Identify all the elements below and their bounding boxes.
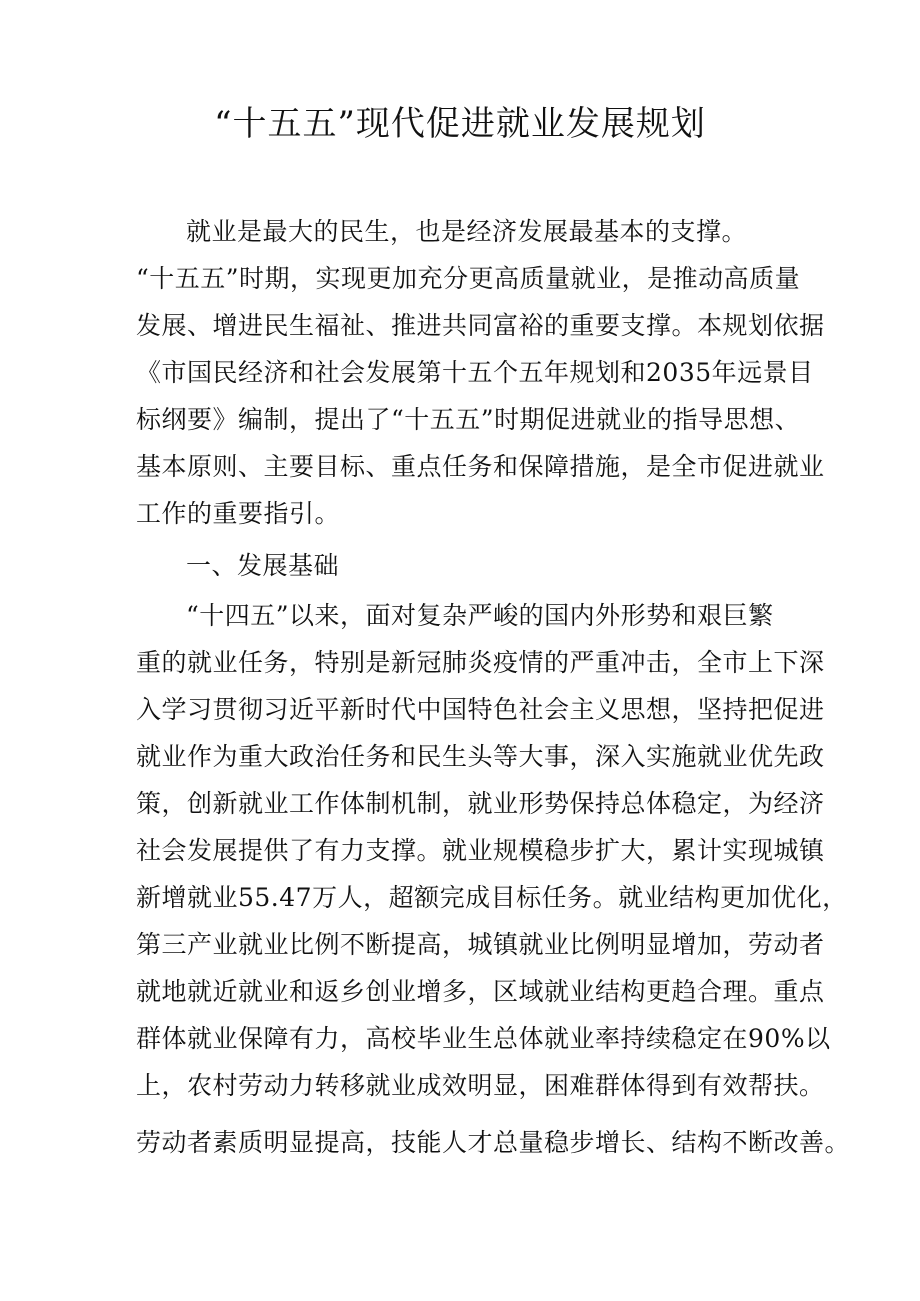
paragraph-line: 社会发展提供了有力支撑。就业规模稳步扩大，累计实现城镇	[136, 836, 825, 865]
paragraph-line: “十五五”时期，实现更加充分更高质量就业，是推动高质量	[136, 264, 801, 293]
paragraph-line: 劳动者素质明显提高，技能人才总量稳步增长、结构不断改善。	[136, 1128, 851, 1157]
paragraph-line: 就业作为重大政治任务和民生头等大事，深入实施就业优先政	[136, 742, 825, 771]
paragraph-line: 新增就业55.47万人，超额完成目标任务。就业结构更加优化，	[136, 883, 848, 912]
paragraph-line: 就地就近就业和返乡创业增多，区域就业结构更趋合理。重点	[136, 977, 825, 1006]
paragraph-line: 发展、增进民生福祉、推进共同富裕的重要支撑。本规划依据	[136, 311, 825, 340]
document-title: “十五五”现代促进就业发展规划	[214, 104, 706, 144]
paragraph-line: “十四五”以来，面对复杂严峻的国内外形势和艰巨繁	[186, 601, 774, 630]
section-heading: 一、发展基础	[186, 551, 340, 580]
paragraph-line: 入学习贯彻习近平新时代中国特色社会主义思想，坚持把促进	[136, 695, 825, 724]
paragraph-line: 重的就业任务，特别是新冠肺炎疫情的严重冲击，全市上下深	[136, 648, 825, 677]
paragraph-line: 标纲要》编制，提出了“十五五”时期促进就业的指导思想、	[136, 405, 801, 434]
paragraph-line: 策，创新就业工作体制机制，就业形势保持总体稳定，为经济	[136, 789, 825, 818]
paragraph-line: 《市国民经济和社会发展第十五个五年规划和2035年远景目	[136, 358, 814, 387]
paragraph-line: 工作的重要指引。	[136, 499, 341, 528]
paragraph-line: 群体就业保障有力，高校毕业生总体就业率持续稳定在90%以	[136, 1024, 831, 1053]
paragraph-line: 第三产业就业比例不断提高，城镇就业比例明显增加，劳动者	[136, 930, 825, 959]
paragraph-line: 上，农村劳动力转移就业成效明显，困难群体得到有效帮扶。	[136, 1071, 825, 1100]
paragraph-line: 基本原则、主要目标、重点任务和保障措施，是全市促进就业	[136, 452, 825, 481]
paragraph-line: 就业是最大的民生，也是经济发展最基本的支撑。	[186, 217, 748, 246]
